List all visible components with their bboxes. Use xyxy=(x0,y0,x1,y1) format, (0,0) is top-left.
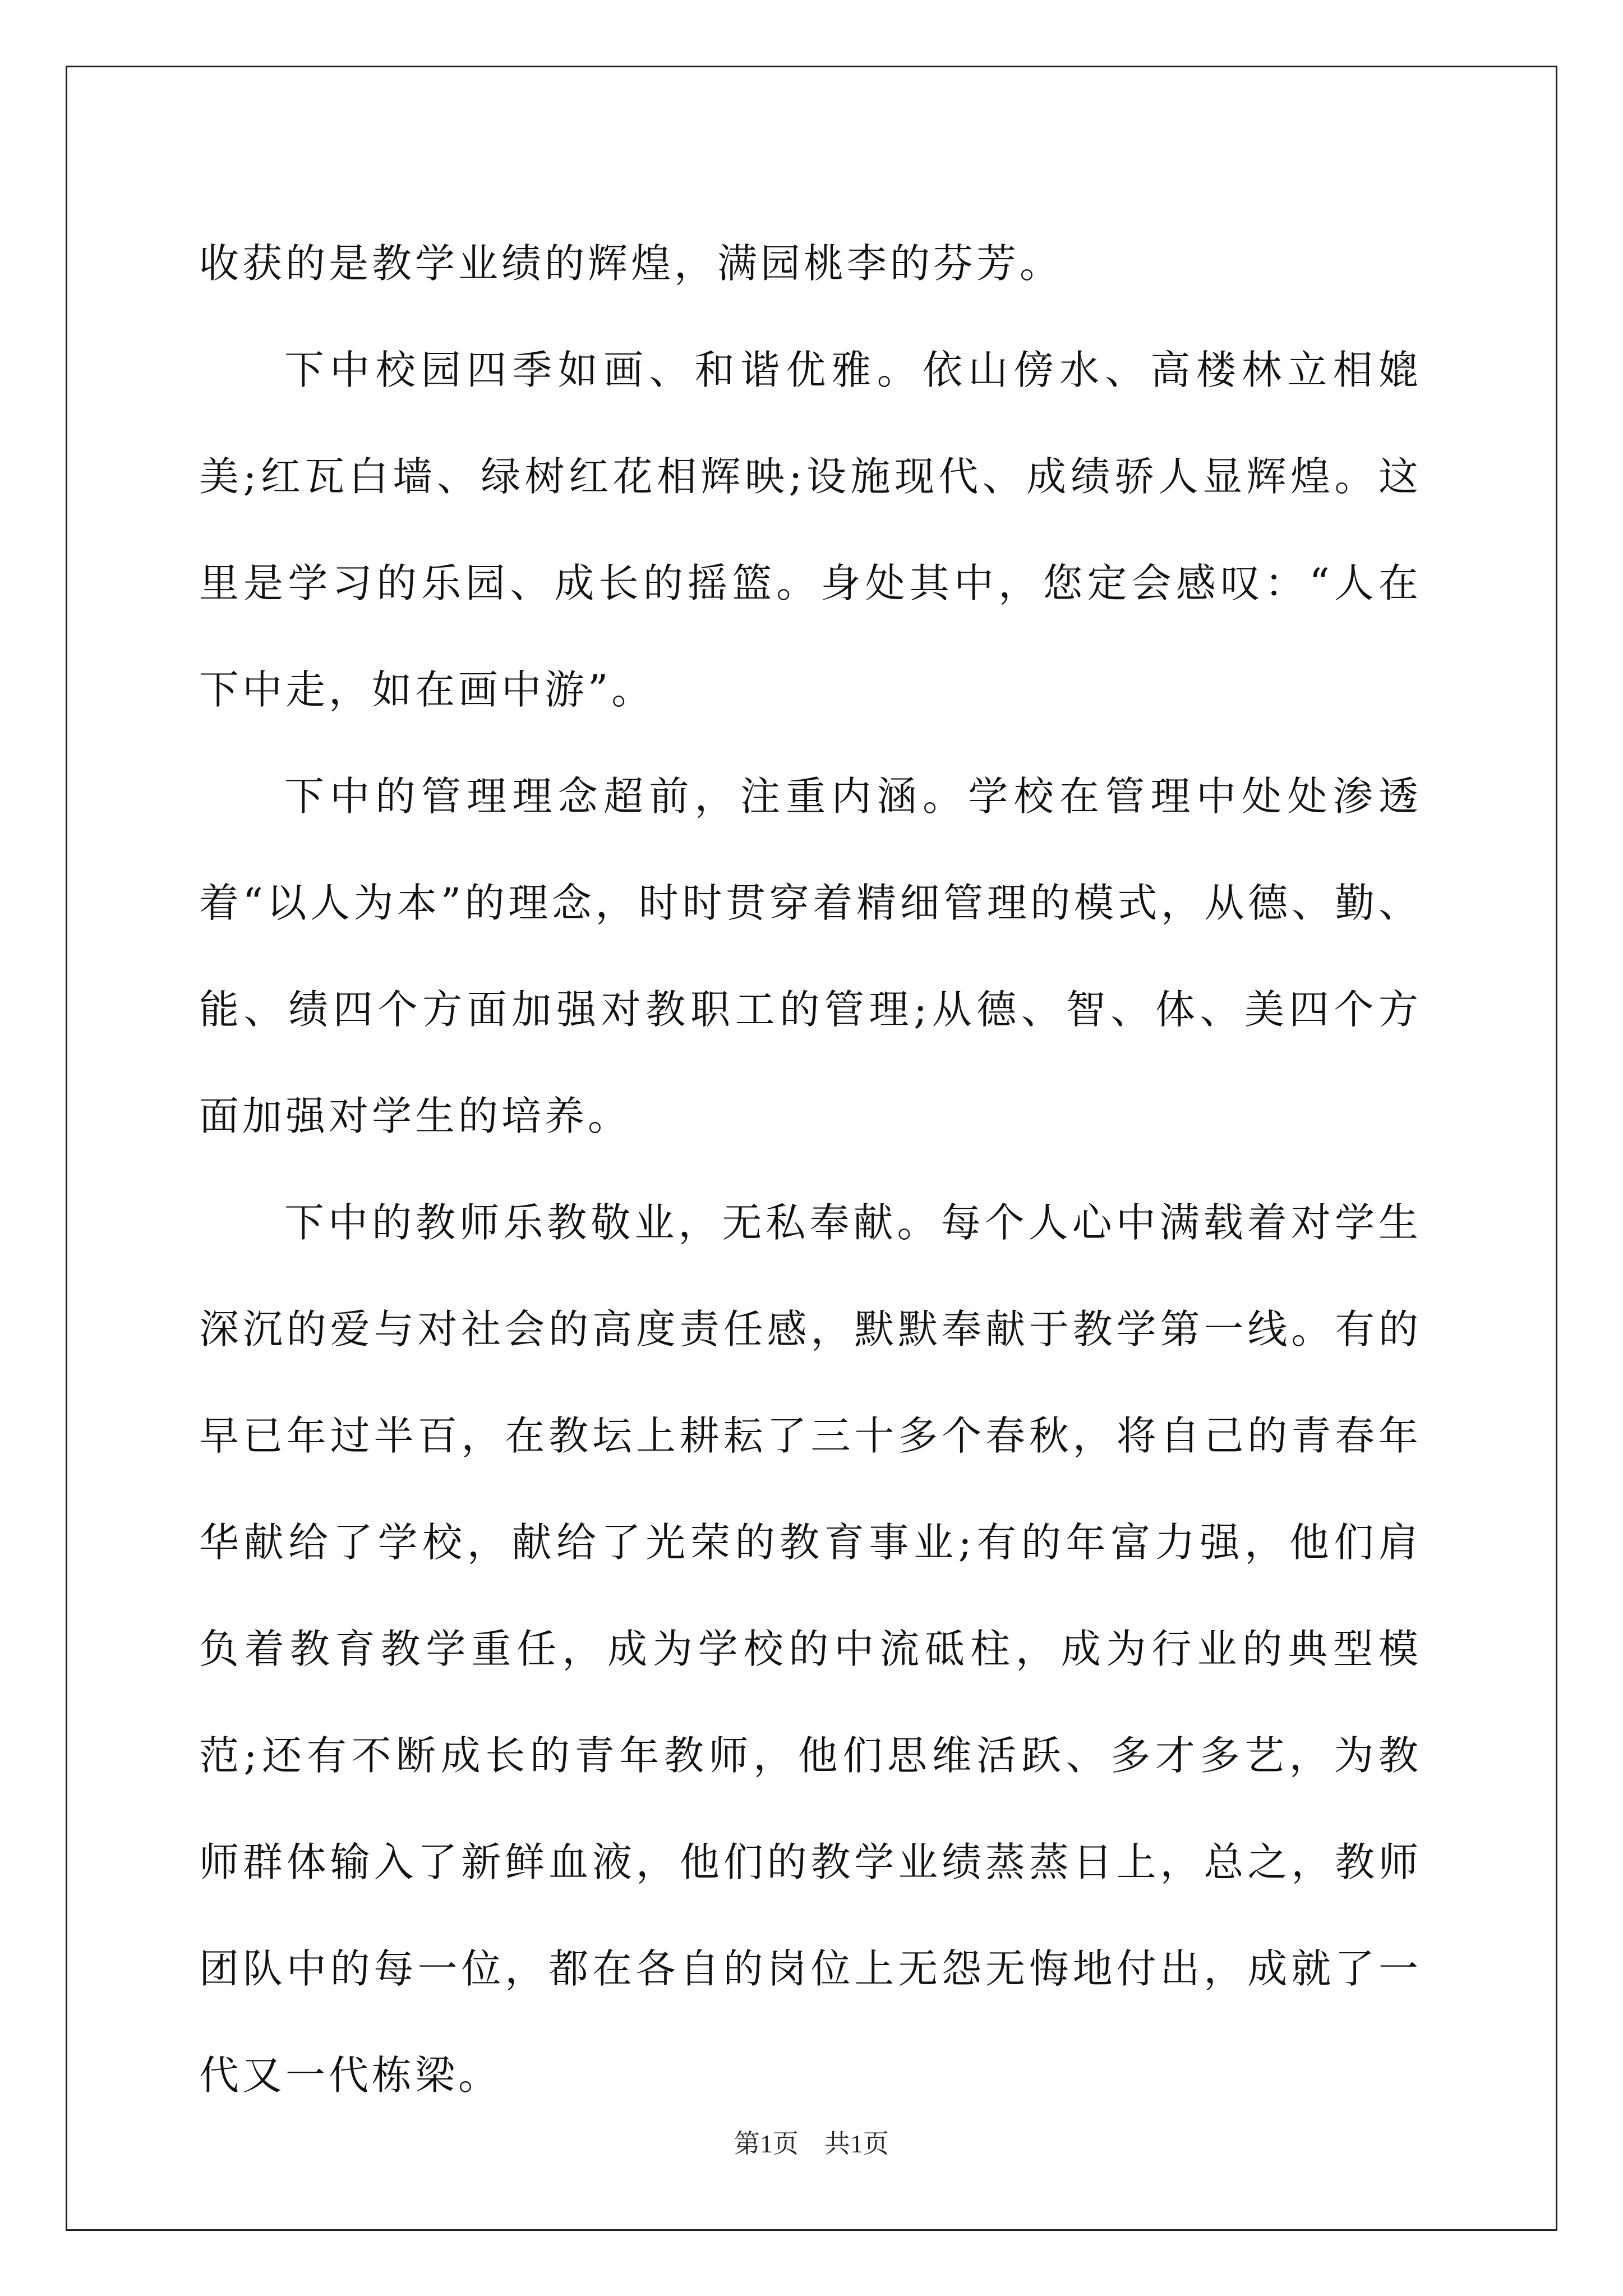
paragraph-4: 下中的教师乐教敬业，无私奉献。每个人心中满载着对学生深沉的爱与对社会的高度责任感，默默奉献于教学第一线。有的早已年过半百，在教坛上耕耘了三十多个春秋，将自己的青春年华献给了学校，献给了光荣的教育事业;有的年富力强，他们肩负着教育教学重任，成为学校的中流砥柱，成为行业的典型模范;还有不断成长的青年教师，他们思维活跃、多才多艺，为教师群体输入了新鲜血液，他们的教学业绩蒸蒸日上，总之，教师团队中的每一位，都在各自的岗位上无怨无悔地付出，成就了一代又一代栋梁。 xyxy=(199,1199,1422,2099)
paragraph-3: 下中的管理理念超前，注重内涵。学校在管理中处处渗透着“以人为本”的理念，时时贯穿着精细管理的模式，从德、勤、能、绩四个方面加强对教职工的管理;从德、智、体、美四个方面加强对学生的培养。 xyxy=(199,773,1422,1139)
page-footer: 第1页 共1页 xyxy=(734,2129,889,2158)
paragraph-2: 下中校园四季如画、和谐优雅。依山傍水、高楼林立相媲美;红瓦白墙、绿树红花相辉映;设施现代、成绩骄人显辉煌。这里是学习的乐园、成长的摇篮。身处其中，您定会感叹：“人在下中走，如在画中游”。 xyxy=(199,347,1422,713)
paragraph-1: 收获的是教学业绩的辉煌，满园桃李的芬芳。 xyxy=(199,240,1063,287)
document-body xyxy=(199,210,1422,2129)
